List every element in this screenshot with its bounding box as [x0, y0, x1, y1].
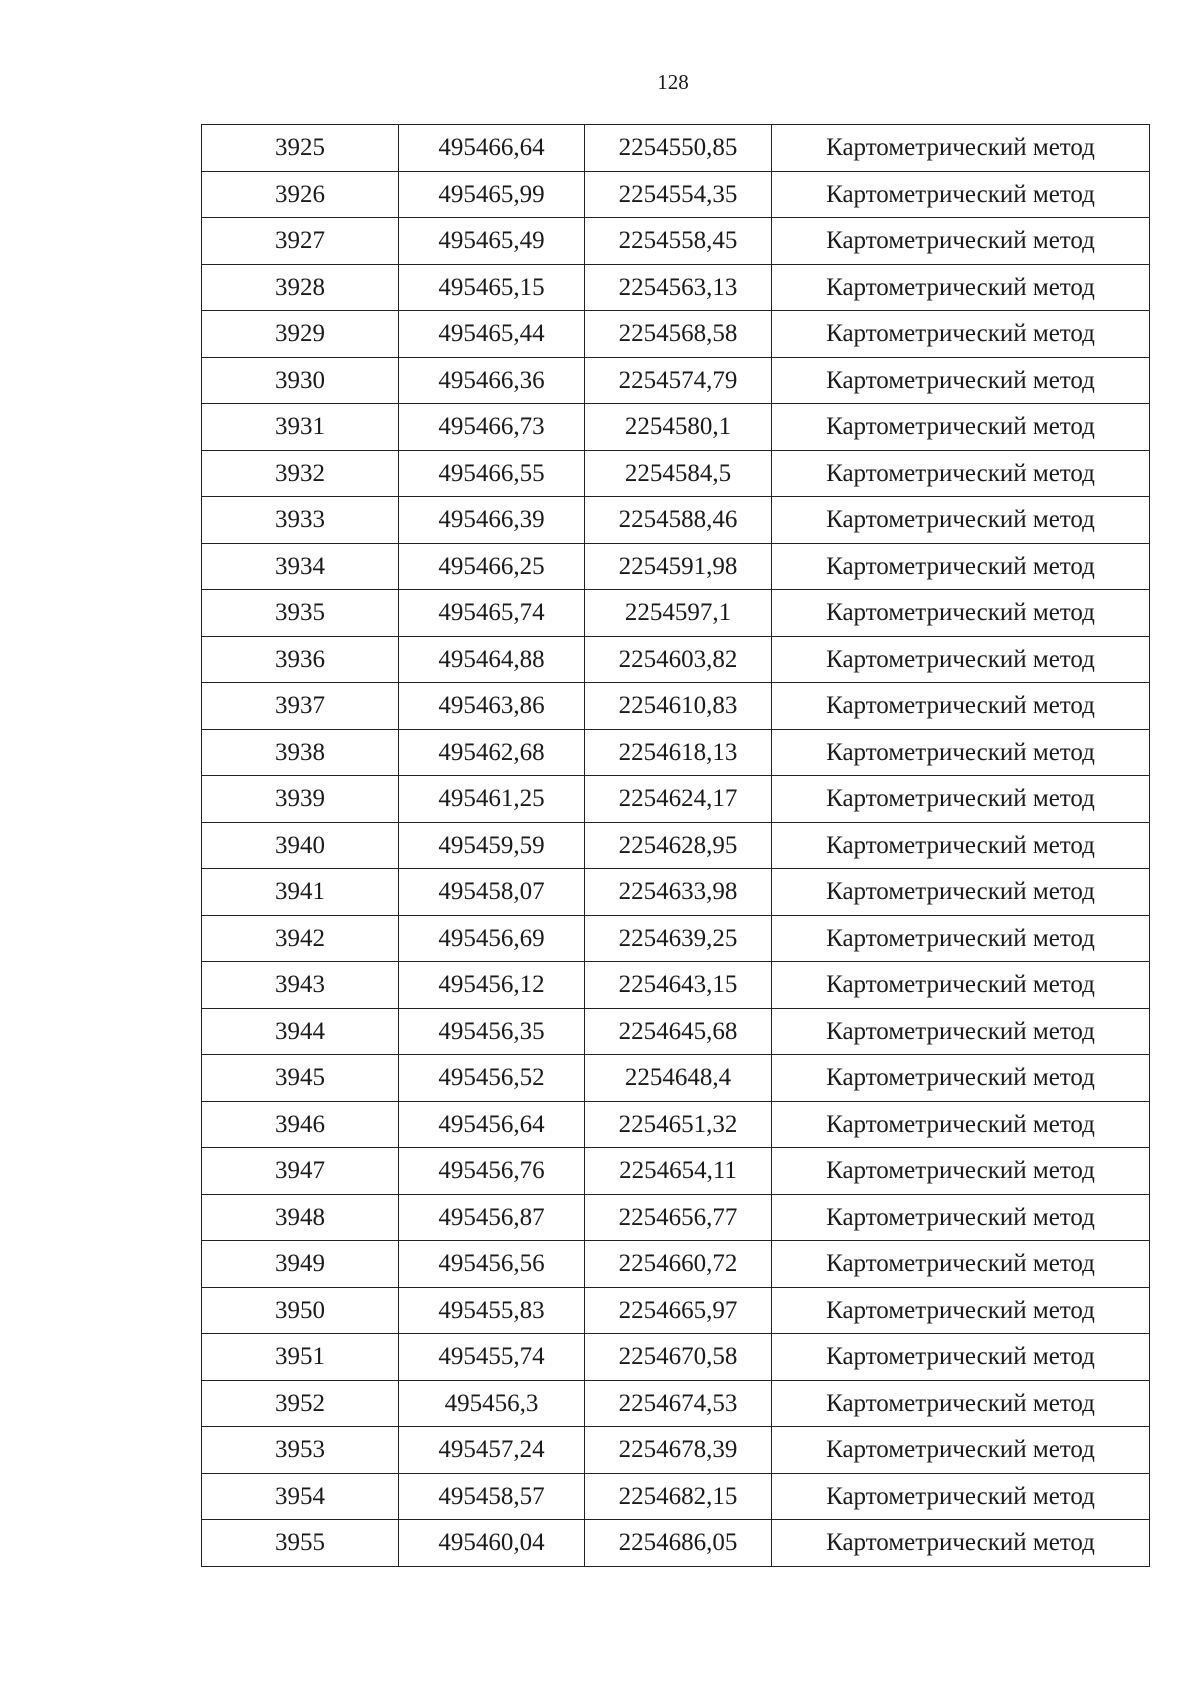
- table-row: [202, 915, 1150, 962]
- page-number: 128: [657, 70, 689, 94]
- table-row: [202, 1008, 1150, 1055]
- method-cell: Картометрический метод: [772, 869, 1150, 916]
- point-number-cell: 3944: [202, 1008, 399, 1055]
- point-number-cell: 3934: [202, 543, 399, 590]
- method-cell: Картометрический метод: [772, 962, 1150, 1009]
- x-coordinate-cell: 495461,25: [399, 776, 585, 823]
- x-coordinate-cell: 495456,64: [399, 1101, 585, 1148]
- x-coordinate-cell: 495463,86: [399, 683, 585, 730]
- table-row: [202, 962, 1150, 1009]
- table-row: [202, 1334, 1150, 1381]
- table-row: [202, 311, 1150, 358]
- table-row: [202, 822, 1150, 869]
- point-number-cell: 3948: [202, 1194, 399, 1241]
- x-coordinate-cell: 495456,12: [399, 962, 585, 1009]
- y-coordinate-cell: 2254597,1: [585, 590, 772, 637]
- y-coordinate-cell: 2254651,32: [585, 1101, 772, 1148]
- method-cell: Картометрический метод: [772, 218, 1150, 265]
- y-coordinate-cell: 2254643,15: [585, 962, 772, 1009]
- x-coordinate-cell: 495466,39: [399, 497, 585, 544]
- table-row: [202, 171, 1150, 218]
- y-coordinate-cell: 2254568,58: [585, 311, 772, 358]
- method-cell: Картометрический метод: [772, 1380, 1150, 1427]
- y-coordinate-cell: 2254645,68: [585, 1008, 772, 1055]
- x-coordinate-cell: 495466,64: [399, 125, 585, 172]
- y-coordinate-cell: 2254686,05: [585, 1520, 772, 1567]
- y-coordinate-cell: 2254660,72: [585, 1241, 772, 1288]
- method-cell: Картометрический метод: [772, 915, 1150, 962]
- point-number-cell: 3933: [202, 497, 399, 544]
- table-row: [202, 218, 1150, 265]
- y-coordinate-cell: 2254665,97: [585, 1287, 772, 1334]
- method-cell: Картометрический метод: [772, 1241, 1150, 1288]
- table-row: [202, 404, 1150, 451]
- y-coordinate-cell: 2254603,82: [585, 636, 772, 683]
- y-coordinate-cell: 2254674,53: [585, 1380, 772, 1427]
- point-number-cell: 3952: [202, 1380, 399, 1427]
- method-cell: Картометрический метод: [772, 357, 1150, 404]
- point-number-cell: 3935: [202, 590, 399, 637]
- method-cell: Картометрический метод: [772, 125, 1150, 172]
- x-coordinate-cell: 495458,07: [399, 869, 585, 916]
- table-row: [202, 729, 1150, 776]
- method-cell: Картометрический метод: [772, 1287, 1150, 1334]
- point-number-cell: 3953: [202, 1427, 399, 1474]
- point-number-cell: 3949: [202, 1241, 399, 1288]
- point-number-cell: 3927: [202, 218, 399, 265]
- method-cell: Картометрический метод: [772, 450, 1150, 497]
- table-row: [202, 1380, 1150, 1427]
- point-number-cell: 3937: [202, 683, 399, 730]
- point-number-cell: 3950: [202, 1287, 399, 1334]
- x-coordinate-cell: 495466,73: [399, 404, 585, 451]
- method-cell: Картометрический метод: [772, 636, 1150, 683]
- point-number-cell: 3930: [202, 357, 399, 404]
- x-coordinate-cell: 495456,35: [399, 1008, 585, 1055]
- point-number-cell: 3942: [202, 915, 399, 962]
- point-number-cell: 3926: [202, 171, 399, 218]
- x-coordinate-cell: 495456,52: [399, 1055, 585, 1102]
- y-coordinate-cell: 2254654,11: [585, 1148, 772, 1195]
- y-coordinate-cell: 2254639,25: [585, 915, 772, 962]
- x-coordinate-cell: 495462,68: [399, 729, 585, 776]
- y-coordinate-cell: 2254678,39: [585, 1427, 772, 1474]
- x-coordinate-cell: 495465,99: [399, 171, 585, 218]
- method-cell: Картометрический метод: [772, 1101, 1150, 1148]
- method-cell: Картометрический метод: [772, 404, 1150, 451]
- x-coordinate-cell: 495456,87: [399, 1194, 585, 1241]
- y-coordinate-cell: 2254588,46: [585, 497, 772, 544]
- method-cell: Картометрический метод: [772, 729, 1150, 776]
- table-row: [202, 543, 1150, 590]
- y-coordinate-cell: 2254648,4: [585, 1055, 772, 1102]
- table-row: [202, 776, 1150, 823]
- y-coordinate-cell: 2254624,17: [585, 776, 772, 823]
- x-coordinate-cell: 495464,88: [399, 636, 585, 683]
- method-cell: Картометрический метод: [772, 683, 1150, 730]
- table-row: [202, 497, 1150, 544]
- y-coordinate-cell: 2254656,77: [585, 1194, 772, 1241]
- method-cell: Картометрический метод: [772, 497, 1150, 544]
- x-coordinate-cell: 495466,25: [399, 543, 585, 590]
- x-coordinate-cell: 495465,44: [399, 311, 585, 358]
- point-number-cell: 3932: [202, 450, 399, 497]
- table-row: [202, 264, 1150, 311]
- y-coordinate-cell: 2254618,13: [585, 729, 772, 776]
- method-cell: Картометрический метод: [772, 1008, 1150, 1055]
- point-number-cell: 3951: [202, 1334, 399, 1381]
- point-number-cell: 3954: [202, 1473, 399, 1520]
- point-number-cell: 3945: [202, 1055, 399, 1102]
- x-coordinate-cell: 495465,49: [399, 218, 585, 265]
- point-number-cell: 3925: [202, 125, 399, 172]
- y-coordinate-cell: 2254554,35: [585, 171, 772, 218]
- method-cell: Картометрический метод: [772, 543, 1150, 590]
- table-row: [202, 636, 1150, 683]
- point-number-cell: 3939: [202, 776, 399, 823]
- point-number-cell: 3943: [202, 962, 399, 1009]
- table-row: [202, 1148, 1150, 1195]
- table-row: [202, 357, 1150, 404]
- y-coordinate-cell: 2254558,45: [585, 218, 772, 265]
- point-number-cell: 3936: [202, 636, 399, 683]
- point-number-cell: 3929: [202, 311, 399, 358]
- x-coordinate-cell: 495465,74: [399, 590, 585, 637]
- table-row: [202, 125, 1150, 172]
- table-row: [202, 1287, 1150, 1334]
- y-coordinate-cell: 2254628,95: [585, 822, 772, 869]
- table-row: [202, 1473, 1150, 1520]
- x-coordinate-cell: 495466,55: [399, 450, 585, 497]
- y-coordinate-cell: 2254633,98: [585, 869, 772, 916]
- x-coordinate-cell: 495456,69: [399, 915, 585, 962]
- point-number-cell: 3941: [202, 869, 399, 916]
- y-coordinate-cell: 2254580,1: [585, 404, 772, 451]
- point-number-cell: 3946: [202, 1101, 399, 1148]
- x-coordinate-cell: 495460,04: [399, 1520, 585, 1567]
- method-cell: Картометрический метод: [772, 1520, 1150, 1567]
- method-cell: Картометрический метод: [772, 171, 1150, 218]
- x-coordinate-cell: 495455,74: [399, 1334, 585, 1381]
- table-row: [202, 1101, 1150, 1148]
- table-row: [202, 1194, 1150, 1241]
- table-body: [202, 125, 1150, 1567]
- coordinates-table: [201, 124, 1150, 1567]
- point-number-cell: 3955: [202, 1520, 399, 1567]
- table-row: [202, 1055, 1150, 1102]
- x-coordinate-cell: 495456,76: [399, 1148, 585, 1195]
- point-number-cell: 3928: [202, 264, 399, 311]
- x-coordinate-cell: 495455,83: [399, 1287, 585, 1334]
- x-coordinate-cell: 495466,36: [399, 357, 585, 404]
- y-coordinate-cell: 2254591,98: [585, 543, 772, 590]
- x-coordinate-cell: 495456,3: [399, 1380, 585, 1427]
- method-cell: Картометрический метод: [772, 822, 1150, 869]
- point-number-cell: 3947: [202, 1148, 399, 1195]
- point-number-cell: 3931: [202, 404, 399, 451]
- table-row: [202, 450, 1150, 497]
- x-coordinate-cell: 495458,57: [399, 1473, 585, 1520]
- method-cell: Картометрический метод: [772, 776, 1150, 823]
- y-coordinate-cell: 2254610,83: [585, 683, 772, 730]
- method-cell: Картометрический метод: [772, 1334, 1150, 1381]
- table-row: [202, 1241, 1150, 1288]
- y-coordinate-cell: 2254584,5: [585, 450, 772, 497]
- method-cell: Картометрический метод: [772, 1427, 1150, 1474]
- table-row: [202, 590, 1150, 637]
- x-coordinate-cell: 495459,59: [399, 822, 585, 869]
- x-coordinate-cell: 495465,15: [399, 264, 585, 311]
- y-coordinate-cell: 2254550,85: [585, 125, 772, 172]
- method-cell: Картометрический метод: [772, 1055, 1150, 1102]
- table-row: [202, 1427, 1150, 1474]
- table-row: [202, 683, 1150, 730]
- method-cell: Картометрический метод: [772, 264, 1150, 311]
- y-coordinate-cell: 2254563,13: [585, 264, 772, 311]
- table-row: [202, 869, 1150, 916]
- method-cell: Картометрический метод: [772, 590, 1150, 637]
- y-coordinate-cell: 2254682,15: [585, 1473, 772, 1520]
- method-cell: Картометрический метод: [772, 1473, 1150, 1520]
- table-row: [202, 1520, 1150, 1567]
- method-cell: Картометрический метод: [772, 1194, 1150, 1241]
- y-coordinate-cell: 2254670,58: [585, 1334, 772, 1381]
- y-coordinate-cell: 2254574,79: [585, 357, 772, 404]
- x-coordinate-cell: 495457,24: [399, 1427, 585, 1474]
- x-coordinate-cell: 495456,56: [399, 1241, 585, 1288]
- method-cell: Картометрический метод: [772, 311, 1150, 358]
- method-cell: Картометрический метод: [772, 1148, 1150, 1195]
- point-number-cell: 3938: [202, 729, 399, 776]
- point-number-cell: 3940: [202, 822, 399, 869]
